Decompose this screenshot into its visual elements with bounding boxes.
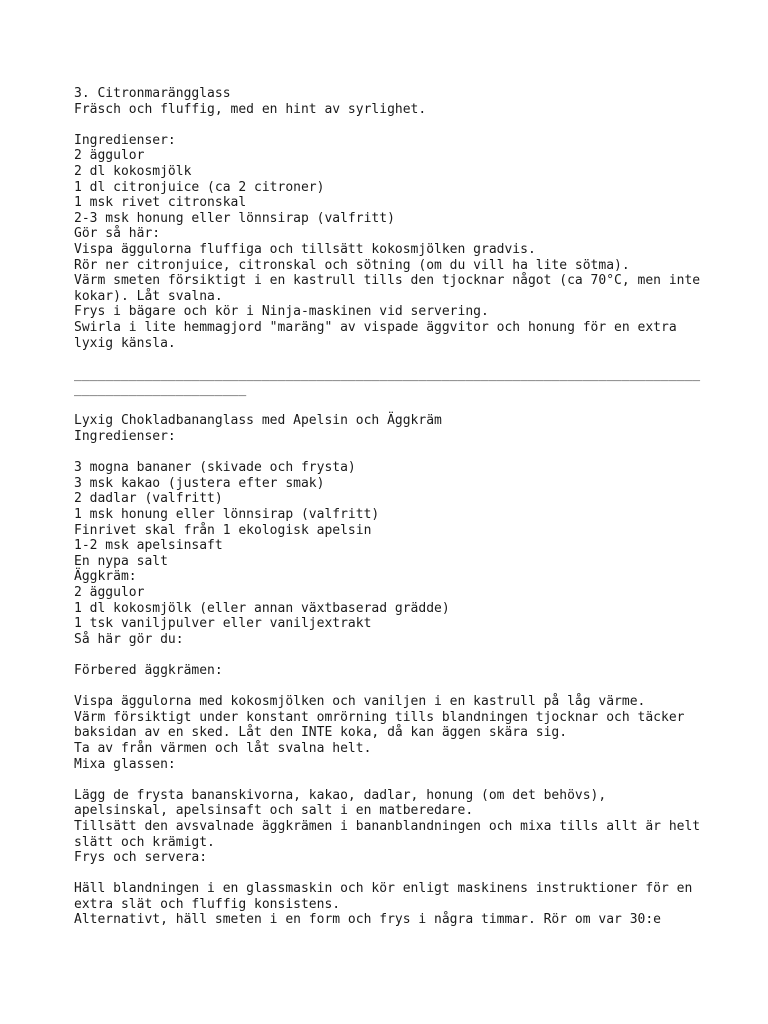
ingredient-line: Finrivet skal från 1 ekologisk apelsin — [74, 522, 372, 538]
instruction-line: baksidan av en sked. Låt den INTE koka, då kan äggen skära sig. — [74, 725, 568, 741]
ingredient-line: 1 msk rivet citronskal — [74, 195, 247, 211]
instruction-line: Vispa äggulorna fluffiga och tillsätt kokosmjölken gradvis. — [74, 241, 536, 257]
section-heading: Frys och servera: — [74, 850, 208, 866]
section-heading: Äggkräm: — [74, 569, 137, 585]
ingredient-line: 2 äggulor — [74, 148, 145, 164]
blank-line — [74, 445, 714, 461]
blank-line — [74, 351, 714, 367]
section-heading: Förbered äggkrämen: — [74, 662, 223, 678]
instruction-line: Frys i bägare och kör i Ninja-maskinen vid servering. — [74, 304, 489, 320]
instruction-line: Lägg de frysta bananskivorna, kakao, dadlar, honung (om det behövs), — [74, 787, 607, 803]
instruction-line: Värm försiktigt under konstant omrörning tills blandningen tjocknar och täcker — [74, 709, 685, 725]
ingredient-line: 1 dl citronjuice (ca 2 citroner) — [74, 179, 325, 195]
ingredient-line: 2 dl kokosmjölk — [74, 163, 192, 179]
instruction-line: Vispa äggulorna med kokosmjölken och vaniljen i en kastrull på låg värme. — [74, 694, 646, 710]
separator-line: ________________________________________________________________________________ — [74, 366, 701, 382]
instruction-line: Häll blandningen i en glassmaskin och kör enligt maskinens instruktioner för en — [74, 881, 693, 897]
instruction-line: Alternativt, häll smeten i en form och frys i några timmar. Rör om var 30:e — [74, 912, 661, 928]
blank-line — [74, 647, 714, 663]
ingredient-line: 1 tsk vaniljpulver eller vaniljextrakt — [74, 616, 372, 632]
section-heading: Ingredienser: — [74, 429, 176, 445]
blank-line — [74, 772, 714, 788]
instruction-line: apelsinskal, apelsinsaft och salt i en matberedare. — [74, 803, 474, 819]
instruction-line: Ta av från värmen och låt svalna helt. — [74, 740, 372, 756]
blank-line — [74, 398, 714, 414]
recipe-title: Lyxig Chokladbananglass med Apelsin och Äggkräm — [74, 413, 442, 429]
ingredient-line: 3 msk kakao (justera efter smak) — [74, 475, 325, 491]
instruction-line: lyxig känsla. — [74, 335, 176, 351]
ingredient-line: 2 dadlar (valfritt) — [74, 491, 223, 507]
blank-line — [74, 866, 714, 882]
document-body — [74, 86, 714, 928]
instruction-line: Swirla i lite hemmagjord "maräng" av vispade äggvitor och honung för en extra — [74, 319, 677, 335]
ingredient-line: 3 mogna bananer (skivade och frysta) — [74, 460, 356, 476]
ingredient-line: En nypa salt — [74, 553, 168, 569]
instruction-line: Rör ner citronjuice, citronskal och sötning (om du vill ha lite sötma). — [74, 257, 630, 273]
section-heading: Gör så här: — [74, 226, 161, 242]
ingredient-line: 1 msk honung eller lönnsirap (valfritt) — [74, 507, 380, 523]
instruction-line: slätt och krämigt. — [74, 834, 215, 850]
section-heading: Så här gör du: — [74, 631, 184, 647]
ingredient-line: 1 dl kokosmjölk (eller annan växtbaserad grädde) — [74, 600, 450, 616]
section-heading: Ingredienser: — [74, 132, 176, 148]
ingredient-line: 2 äggulor — [74, 585, 145, 600]
instruction-line: extra slät och fluffig konsistens. — [74, 896, 341, 912]
ingredient-line: 1-2 msk apelsinsaft — [74, 538, 223, 554]
instruction-line: Tillsätt den avsvalnade äggkrämen i bananblandningen och mixa tills allt är helt — [74, 818, 701, 834]
instruction-line: Värm smeten försiktigt i en kastrull tills den tjocknar något (ca 70°C, men inte — [74, 273, 701, 289]
section-heading: Mixa glassen: — [74, 756, 176, 772]
recipe-title: 3. Citronmarängglass — [74, 86, 231, 101]
ingredient-line: 2-3 msk honung eller lönnsirap (valfritt) — [74, 210, 395, 226]
instruction-line: kokar). Låt svalna. — [74, 288, 223, 304]
recipe-subtitle: Fräsch och fluffig, med en hint av syrlighet. — [74, 101, 427, 117]
separator-line: ______________________ — [74, 382, 247, 398]
blank-line — [74, 117, 714, 133]
blank-line — [74, 679, 714, 695]
